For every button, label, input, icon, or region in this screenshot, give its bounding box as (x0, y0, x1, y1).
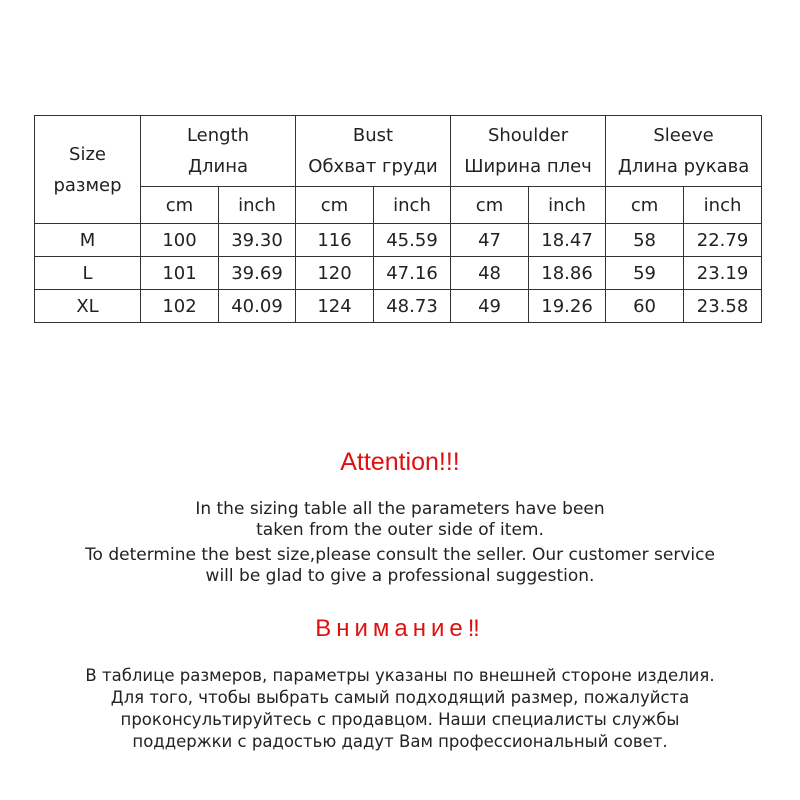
vnimanie-heading: Внимание‼ (315, 615, 485, 642)
value-cell: 18.47 (529, 224, 606, 257)
sleeve-header (606, 116, 762, 187)
value-cell: 49 (451, 290, 529, 323)
table-row (35, 224, 762, 257)
unit-cell: inch (374, 187, 451, 224)
value-cell: 45.59 (374, 224, 451, 257)
length-label-en: Length (186, 125, 250, 146)
attention-note-1 (0, 499, 800, 541)
unit-cell: cm (296, 187, 374, 224)
value-cell: 39.69 (219, 257, 296, 290)
note-line: To determine the best size,please consult the seller. Our customer service (85, 545, 715, 565)
value-cell: 120 (296, 257, 374, 290)
bust-label-ru: Обхват груди (308, 156, 438, 177)
value-cell: 101 (141, 257, 219, 290)
unit-cell: cm (141, 187, 219, 224)
value-cell: 23.58 (684, 290, 762, 323)
note-line: will be glad to give a professional suggestion. (205, 566, 595, 586)
value-cell: 58 (606, 224, 684, 257)
table-row (35, 257, 762, 290)
shoulder-label-en: Shoulder (487, 125, 569, 146)
value-cell: 23.19 (684, 257, 762, 290)
size-label-ru: размер (53, 174, 122, 196)
value-cell: 22.79 (684, 224, 762, 257)
unit-cell: inch (219, 187, 296, 224)
shoulder-header (451, 116, 606, 187)
value-cell: 48 (451, 257, 529, 290)
value-cell: 100 (141, 224, 219, 257)
size-cell: XL (35, 290, 141, 323)
value-cell: 39.30 (219, 224, 296, 257)
unit-cell: inch (529, 187, 606, 224)
note-line: проконсультируйтесь с продавцом. Наши специалисты службы (120, 710, 680, 729)
unit-cell: cm (451, 187, 529, 224)
value-cell: 59 (606, 257, 684, 290)
unit-cell: cm (606, 187, 684, 224)
value-cell: 102 (141, 290, 219, 323)
size-cell: L (35, 257, 141, 290)
value-cell: 47.16 (374, 257, 451, 290)
value-cell: 60 (606, 290, 684, 323)
attention-note-2 (0, 545, 800, 587)
bust-header (296, 116, 451, 187)
note-line: поддержки с радостью дадут Вам профессиональный совет. (132, 732, 668, 751)
value-cell: 48.73 (374, 290, 451, 323)
unit-row (35, 187, 762, 224)
note-line: В таблице размеров, параметры указаны по внешней стороне изделия. (85, 666, 715, 685)
bust-label-en: Bust (352, 125, 394, 146)
note-line: taken from the outer side of item. (256, 520, 544, 540)
russian-note (0, 665, 800, 753)
size-header-cell (35, 116, 141, 224)
length-label-ru: Длина (187, 156, 249, 177)
size-cell: M (35, 224, 141, 257)
shoulder-label-ru: Ширина плеч (464, 156, 592, 177)
sleeve-label-ru: Длина рукава (617, 156, 750, 177)
value-cell: 18.86 (529, 257, 606, 290)
table-row (35, 290, 762, 323)
value-cell: 40.09 (219, 290, 296, 323)
note-line: In the sizing table all the parameters have been (195, 499, 605, 519)
unit-cell: inch (684, 187, 762, 224)
size-chart-table (34, 115, 762, 323)
attention-heading: Attention!!! (340, 448, 460, 476)
value-cell: 124 (296, 290, 374, 323)
length-header (141, 116, 296, 187)
value-cell: 19.26 (529, 290, 606, 323)
note-line: Для того, чтобы выбрать самый подходящий размер, пожалуйста (110, 688, 690, 707)
value-cell: 116 (296, 224, 374, 257)
table-header-row (35, 116, 762, 187)
size-label-en: Size (69, 143, 106, 165)
sleeve-label-en: Sleeve (653, 125, 714, 146)
value-cell: 47 (451, 224, 529, 257)
